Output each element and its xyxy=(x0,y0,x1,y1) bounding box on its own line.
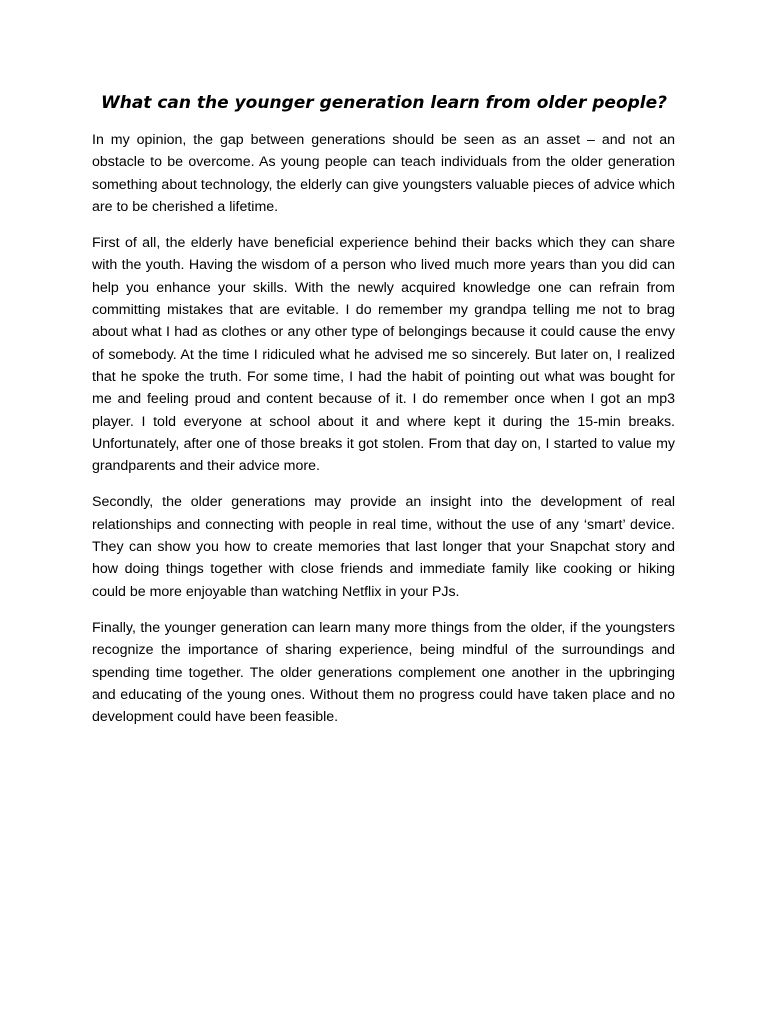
document-title: What can the younger generation learn from older people? xyxy=(100,93,668,113)
document-body xyxy=(92,129,675,742)
paragraph-intro: In my opinion, the gap between generations should be seen as an asset – and not an obstacle to be overcome. As young people can teach individuals from the older generation something about technology, the elderly can give youngsters valuable pieces of advice which are to be cherished a lifetime. xyxy=(92,132,675,215)
paragraph-conclusion: Finally, the younger generation can learn many more things from the older, if the youngsters recognize the importance of sharing experience, being mindful of the surroundings and spending time together. The older generations complement one another in the upbringing and educating of the young ones. Without them no progress could have taken place and no development could have been feasible. xyxy=(92,619,675,726)
paragraph-first-argument: First of all, the elderly have beneficial experience behind their backs which they can share with the youth. Having the wisdom of a person who lived much more years than you did can help you enhance your skills. With the newly acquired knowledge one can refrain from committing mistakes that are evitable. I do remember my grandpa telling me not to brag about what I had as clothes or any other type of belongings because it could cause the envy of somebody. At the time I ridiculed what he advised me so sincerely. But later on, I realized that he spoke the truth. For some time, I had the habit of pointing out what was bought for me and feeling proud and content because of it. I do remember once when I got an mp3 player. I told everyone at school about it and where kept it during the 15-min breaks. Unfortunately, after one of those breaks it got stolen. From that day on, I started to value my grandparents and their advice more. xyxy=(92,235,675,475)
paragraph-second-argument: Secondly, the older generations may provide an insight into the development of real relationships and connecting with people in real time, without the use of any ‘smart’ device. They can show you how to create memories that last longer that your Snapchat story and how doing things together with close friends and immediate family like cooking or hiking could be more enjoyable than watching Netflix in your PJs. xyxy=(92,494,675,600)
